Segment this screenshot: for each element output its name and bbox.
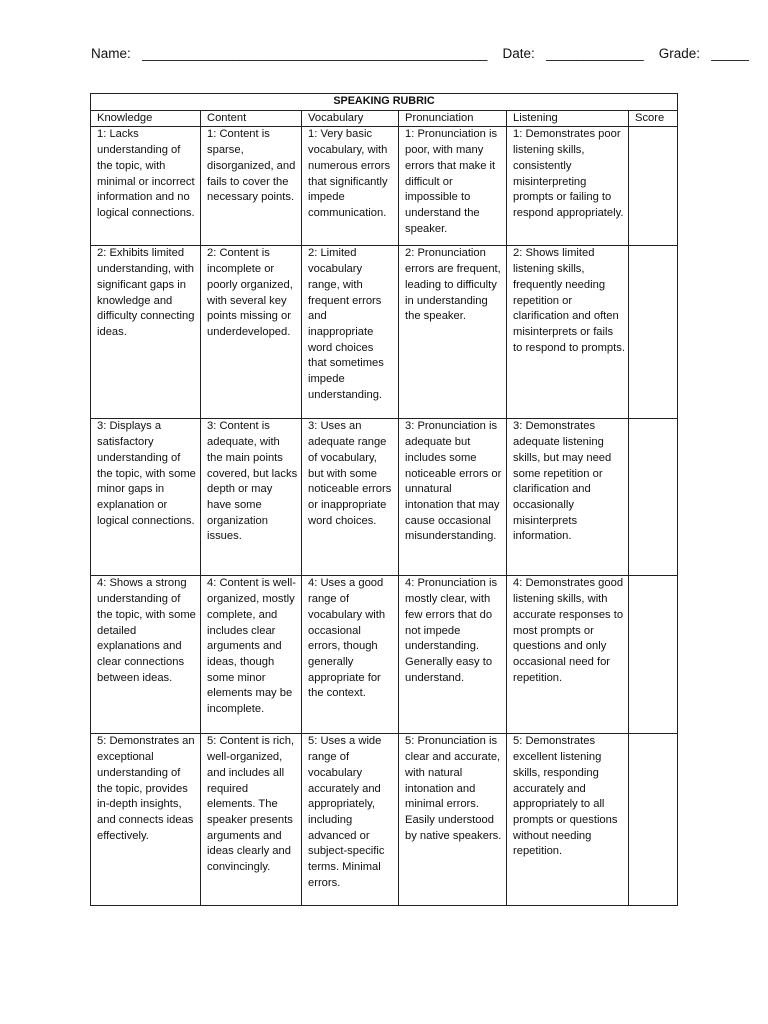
student-info-line [91,46,749,61]
score-cell[interactable] [629,246,678,419]
vocabulary-cell: 4: Uses a good range of vocabulary with occasional errors, though generally appropriate for the context. [302,576,399,734]
listening-cell: 5: Demonstrates excellent listening skills, responding accurately and appropriately to all prompts or questions without needing repetition. [507,734,629,906]
content-cell: 4: Content is well-organized, mostly complete, and includes clear arguments and ideas, though some minor elements may be incomplete. [201,576,302,734]
listening-cell: 4: Demonstrates good listening skills, with accurate responses to most prompts or questions and only occasional need for repetition. [507,576,629,734]
score-cell[interactable] [629,734,678,906]
content-cell: 2: Content is incomplete or poorly organized, with several key points missing or underdeveloped. [201,246,302,419]
date-label: Date: [502,46,535,61]
rubric-row-level-3 [91,419,678,576]
column-header-pronunciation: Pronunciation [399,110,507,127]
vocabulary-cell: 3: Uses an adequate range of vocabulary, but with some noticeable errors or inappropriate word choices. [302,419,399,576]
rubric-row-level-1 [91,127,678,246]
column-header-score: Score [629,110,678,127]
rubric-row-level-4 [91,576,678,734]
vocabulary-cell: 5: Uses a wide range of vocabulary accurately and appropriately, including advanced or subject-specific terms. Minimal errors. [302,734,399,906]
pronunciation-cell: 4: Pronunciation is mostly clear, with few errors that do not impede understanding. Generally easy to understand. [399,576,507,734]
pronunciation-cell: 5: Pronunciation is clear and accurate, with natural intonation and minimal errors. Easily understood by native speakers. [399,734,507,906]
rubric-title: SPEAKING RUBRIC [91,94,678,111]
knowledge-cell: 2: Exhibits limited understanding, with significant gaps in knowledge and difficulty connecting ideas. [91,246,201,419]
rubric-row-level-5 [91,734,678,906]
content-cell: 1: Content is sparse, disorganized, and fails to cover the necessary points. [201,127,302,246]
score-cell[interactable] [629,419,678,576]
pronunciation-cell: 3: Pronunciation is adequate but includes some noticeable errors or unnatural intonation that may cause occasional misunderstanding. [399,419,507,576]
grade-label: Grade: [658,46,700,61]
knowledge-cell: 3: Displays a satisfactory understanding of the topic, with some minor gaps in explanation or logical connections. [91,419,201,576]
name-label: Name: [91,46,131,61]
column-header-knowledge: Knowledge [91,110,201,127]
content-cell: 5: Content is rich, well-organized, and includes all required elements. The speaker presents arguments and ideas clearly and convincingly. [201,734,302,906]
listening-cell: 3: Demonstrates adequate listening skills, but may need some repetition or clarification and occasionally misinterprets information. [507,419,629,576]
knowledge-cell: 1: Lacks understanding of the topic, with minimal or incorrect information and no logical connections. [91,127,201,246]
speaking-rubric-table [90,93,678,906]
vocabulary-cell: 2: Limited vocabulary range, with frequent errors and inappropriate word choices that sometimes impede understanding. [302,246,399,419]
date-blank[interactable]: _____________ [546,46,644,61]
content-cell: 3: Content is adequate, with the main points covered, but lacks depth or may have some organization issues. [201,419,302,576]
grade-blank[interactable]: _____ [711,46,749,61]
score-cell[interactable] [629,127,678,246]
vocabulary-cell: 1: Very basic vocabulary, with numerous errors that significantly impede communication. [302,127,399,246]
pronunciation-cell: 1: Pronunciation is poor, with many errors that make it difficult or impossible to understand the speaker. [399,127,507,246]
column-header-vocabulary: Vocabulary [302,110,399,127]
knowledge-cell: 4: Shows a strong understanding of the topic, with some detailed explanations and clear connections between ideas. [91,576,201,734]
listening-cell: 1: Demonstrates poor listening skills, consistently misinterpreting prompts or failing to respond appropriately. [507,127,629,246]
column-header-content: Content [201,110,302,127]
rubric-row-level-2 [91,246,678,419]
knowledge-cell: 5: Demonstrates an exceptional understanding of the topic, provides in-depth insights, and connects ideas effectively. [91,734,201,906]
name-blank[interactable]: ______________________________________________ [142,46,488,61]
column-header-row [91,110,678,127]
score-cell[interactable] [629,576,678,734]
pronunciation-cell: 2: Pronunciation errors are frequent, leading to difficulty in understanding the speaker. [399,246,507,419]
column-header-listening: Listening [507,110,629,127]
listening-cell: 2: Shows limited listening skills, frequently needing repetition or clarification and often misinterprets or fails to respond to prompts. [507,246,629,419]
